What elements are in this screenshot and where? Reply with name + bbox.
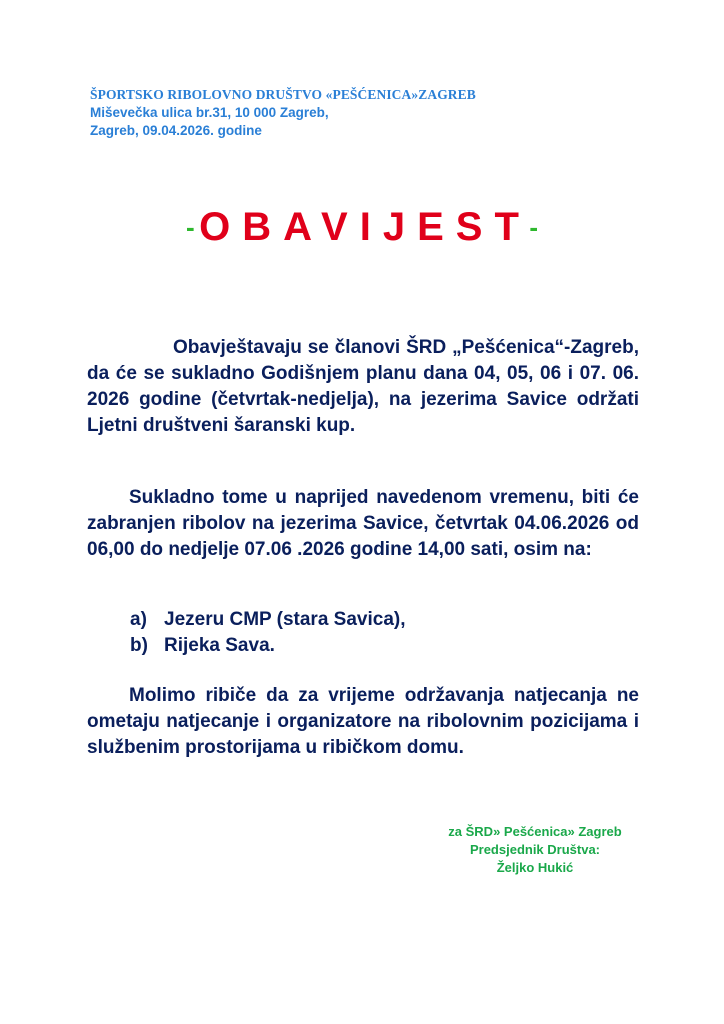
letterhead bbox=[90, 86, 476, 140]
paragraph-fishing-ban bbox=[87, 485, 639, 563]
paragraph-request bbox=[87, 683, 639, 761]
paragraph-announcement bbox=[87, 335, 639, 439]
title-word: OBAVIJEST bbox=[199, 205, 531, 249]
signature-name: Željko Hukić bbox=[496, 860, 574, 875]
organization-name: ŠPORTSKO RIBOLOVNO DRUŠTVO «PEŠĆENICA»ZAGREB bbox=[90, 87, 476, 102]
list-item-text: Rijeka Sava. bbox=[164, 635, 275, 656]
paragraph-text: Obavještavaju se članovi ŠRD „Pešćenica“-Zagreb, da će se sukladno Godišnjem planu dana 04, 05, 06 i 07. 06. 2026 godine (četvrtak-nedjelja), na jezerima Savice održati Ljetni društveni šaranski kup. bbox=[87, 337, 639, 436]
document-title bbox=[0, 205, 724, 250]
list-item bbox=[130, 633, 406, 659]
exceptions-list bbox=[130, 607, 406, 659]
signature-organization: za ŠRD» Pešćenica» Zagreb bbox=[448, 824, 622, 839]
title-right-dash: - bbox=[529, 212, 538, 242]
document-date: Zagreb, 09.04.2026. godine bbox=[90, 123, 262, 138]
organization-address: Miševečka ulica br.31, 10 000 Zagreb, bbox=[90, 105, 329, 120]
list-item bbox=[130, 607, 406, 633]
title-left-dash: - bbox=[186, 212, 195, 242]
list-marker: b) bbox=[130, 635, 148, 656]
signature-block bbox=[420, 823, 650, 877]
list-item-text: Jezeru CMP (stara Savica), bbox=[164, 609, 406, 630]
signature-role: Predsjednik Društva: bbox=[469, 842, 601, 857]
paragraph-text: Sukladno tome u naprijed navedenom vremenu, biti će zabranjen ribolov na jezerima Savice, četvrtak 04.06.2026 od 06,00 do nedjelje 07.06 .2026 godine 14,00 sati, osim na: bbox=[87, 487, 639, 560]
paragraph-text: Molimo ribiče da za vrijeme održavanja natjecanja ne ometaju natjecanje i organizatore na ribolovnim pozicijama i službenim prostorijama u ribičkom domu. bbox=[87, 685, 639, 758]
list-marker: a) bbox=[130, 609, 147, 630]
